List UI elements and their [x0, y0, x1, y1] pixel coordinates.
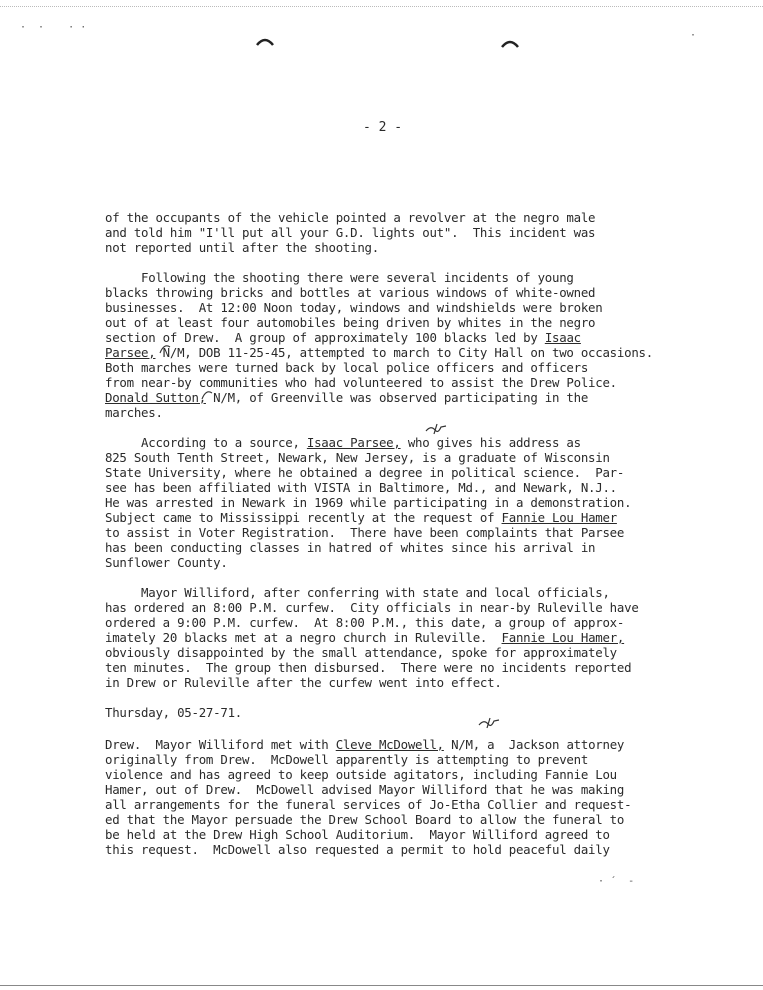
punch-hole-mark: [500, 38, 520, 48]
line-text: of the occupants of the vehicle pointed a revolver at the negro male: [105, 210, 596, 225]
underlined-name: Isaac: [544, 330, 581, 345]
text-line: [105, 585, 610, 600]
text-line: [105, 480, 617, 495]
text-line: [105, 375, 617, 390]
underlined-name: Fannie Lou Hamer: [501, 510, 617, 525]
handwritten-check-mark: [478, 714, 500, 733]
bottom-edge-rule: [0, 985, 763, 986]
line-text: from near-by communities who had volunteered to assist the Drew Police.: [105, 375, 617, 390]
scan-speck: · ´ -: [598, 876, 635, 887]
underlined-name: Parsee,: [105, 345, 156, 360]
line-text: and told him "I'll put all your G.D. lights out". This incident was: [105, 225, 596, 240]
text-line: [105, 600, 639, 615]
line-text: He was arrested in Newark in 1969 while participating in a demonstration.: [105, 495, 632, 510]
text-line: [105, 540, 595, 555]
punch-hole-mark: [255, 36, 275, 46]
text-line: [105, 240, 379, 255]
line-text: blacks throwing bricks and bottles at various windows of white-owned: [105, 285, 596, 300]
line-text: in Drew or Ruleville after the curfew went into effect.: [105, 675, 502, 690]
scan-speck: · · · ·: [20, 22, 87, 33]
text-line: [105, 797, 631, 812]
line-text-continued: N/M, a Jackson attorney: [443, 737, 625, 752]
page-number: - 2 -: [363, 120, 403, 135]
line-text-continued: N/M, of Greenville was observed participating in the: [205, 390, 589, 405]
line-text: originally from Drew. McDowell apparently is attempting to prevent: [105, 752, 589, 767]
line-text: businesses. At 12:00 Noon today, windows and windshields were broken: [105, 300, 603, 315]
line-text: out of at least four automobiles being driven by whites in the negro: [105, 315, 596, 330]
underlined-name: Isaac Parsee,: [306, 435, 401, 450]
text-line: [105, 315, 595, 330]
text-line: [105, 345, 653, 360]
line-text: Thursday, 05-27-71.: [105, 705, 242, 720]
line-text: Mayor Williford, after conferring with state and local officials,: [105, 585, 610, 600]
line-text: marches.: [105, 405, 163, 420]
text-line: [105, 645, 617, 660]
text-line: [105, 767, 617, 782]
line-text: Following the shooting there were several incidents of young: [105, 270, 574, 285]
text-line: [105, 450, 610, 465]
text-line: [105, 330, 581, 345]
line-text-continued: N/M, DOB 11-25-45, attempted to march to City Hall on two occasions.: [155, 345, 653, 360]
line-text: Sunflower County.: [105, 555, 228, 570]
text-line: [105, 390, 588, 405]
line-text: State University, where he obtained a degree in political science. Par-: [105, 465, 625, 480]
text-line: [105, 782, 624, 797]
line-text: section of Drew. A group of approximately 100 blacks led by: [105, 330, 545, 345]
line-text: to assist in Voter Registration. There have been complaints that Parsee: [105, 525, 625, 540]
scan-speck: ·: [690, 30, 697, 41]
line-text-continued: who gives his address as: [400, 435, 581, 450]
line-text: obviously disappointed by the small attendance, spoke for approximately: [105, 645, 617, 660]
handwritten-mark: [158, 340, 172, 359]
text-line: [105, 752, 588, 767]
handwritten-mark: [200, 386, 214, 405]
text-line: [105, 225, 595, 240]
text-line: [105, 675, 502, 690]
text-line: [105, 660, 631, 675]
text-line: [105, 525, 624, 540]
line-text: 825 South Tenth Street, Newark, New Jersey, is a graduate of Wisconsin: [105, 450, 610, 465]
text-line: [105, 405, 163, 420]
line-text: ten minutes. The group then disbursed. There were no incidents reported: [105, 660, 632, 675]
text-line: [105, 555, 228, 570]
line-text: see has been affiliated with VISTA in Baltimore, Md., and Newark, N.J..: [105, 480, 617, 495]
line-text: violence and has agreed to keep outside agitators, including Fannie Lou: [105, 767, 617, 782]
text-line: [105, 435, 581, 450]
underlined-name: Donald Sutton,: [105, 390, 206, 405]
underlined-name: Fannie Lou Hamer,: [501, 630, 625, 645]
text-line: [105, 705, 242, 720]
line-text: Subject came to Mississippi recently at the request of: [105, 510, 502, 525]
text-line: [105, 630, 624, 645]
handwritten-check-mark: [425, 420, 447, 439]
line-text: all arrangements for the funeral services of Jo-Etha Collier and request-: [105, 797, 632, 812]
underlined-name: Cleve McDowell,: [335, 737, 444, 752]
line-text: Hamer, out of Drew. McDowell advised Mayor Williford that he was making: [105, 782, 625, 797]
text-line: [105, 737, 624, 752]
text-line: [105, 465, 624, 480]
line-text: has been conducting classes in hatred of whites since his arrival in: [105, 540, 596, 555]
text-line: [105, 842, 610, 857]
text-line: [105, 285, 595, 300]
line-text: Drew. Mayor Williford met with: [105, 737, 336, 752]
text-line: [105, 270, 574, 285]
line-text: Both marches were turned back by local police officers and officers: [105, 360, 589, 375]
line-text: imately 20 blacks met at a negro church in Ruleville.: [105, 630, 502, 645]
line-text: ed that the Mayor persuade the Drew School Board to allow the funeral to: [105, 812, 625, 827]
text-line: [105, 300, 602, 315]
text-line: [105, 510, 617, 525]
text-line: [105, 812, 624, 827]
line-text: has ordered an 8:00 P.M. curfew. City officials in near-by Ruleville have: [105, 600, 639, 615]
text-line: [105, 615, 624, 630]
text-line: [105, 360, 588, 375]
line-text: ordered a 9:00 P.M. curfew. At 8:00 P.M., this date, a group of approx-: [105, 615, 625, 630]
top-edge-rule: [0, 6, 763, 7]
text-line: [105, 495, 631, 510]
line-text: According to a source,: [105, 435, 307, 450]
text-line: [105, 827, 610, 842]
line-text: this request. McDowell also requested a permit to hold peaceful daily: [105, 842, 610, 857]
line-text: not reported until after the shooting.: [105, 240, 379, 255]
text-line: [105, 210, 595, 225]
line-text: be held at the Drew High School Auditorium. Mayor Williford agreed to: [105, 827, 610, 842]
